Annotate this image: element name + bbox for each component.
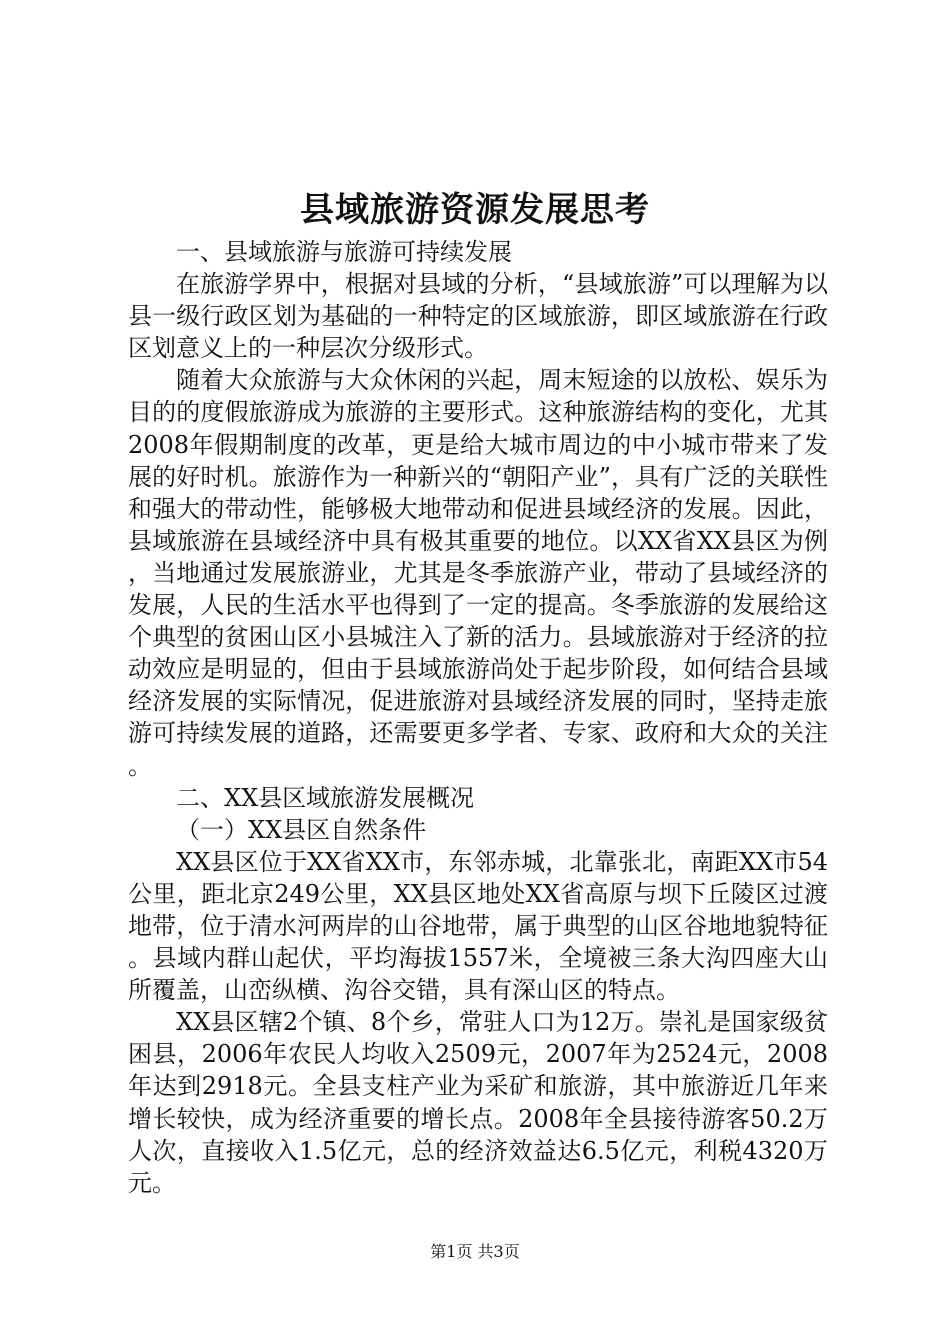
paragraph-economy: XX县区辖2个镇、8个乡，常驻人口为12万。崇礼是国家级贫困县，2006年农民人均收入2509元，2007年为2524元，2008年达到2918元。全县支柱产业为采矿和旅游，其中旅游近几年来增长较快，成为经济重要的增长点。2008年全县接待游客50.2万人次，直接收入1.5亿元，总的经济效益达6.5亿元，利税4320万元。 — [128, 1008, 828, 1197]
subsection-heading-1: （一）XX县区自然条件 — [176, 815, 427, 844]
document-title: 县域旅游资源发展思考 — [300, 190, 650, 230]
section-heading-1: 一、县域旅游与旅游可持续发展 — [176, 238, 512, 266]
paragraph-geography: XX县区位于XX省XX市，东邻赤城，北靠张北，南距XX市54公里，距北京249公里，XX县区地处XX省高原与坝下丘陵区过渡地带，位于清水河两岸的山谷地带，属于典型的山区谷地地貌特征。县域内群山起伏，平均海拔1557米，全境被三条大沟四座大山所覆盖，山峦纵横、沟谷交错，具有深山区的特点。 — [128, 847, 828, 1005]
paragraph-development: 随着大众旅游与大众休闲的兴起，周末短途的以放松、娱乐为目的的度假旅游成为旅游的主要形式。这种旅游结构的变化，尤其2008年假期制度的改革，更是给大城市周边的中小城市带来了发展的好时机。旅游作为一种新兴的“朝阳产业”，具有广泛的关联性和强大的带动性，能够极大地带动和促进县域经济的发展。因此，县域旅游在县域经济中具有极其重要的地位。以XX省XX县区为例，当地通过发展旅游业，尤其是冬季旅游产业，带动了县域经济的发展，人民的生活水平也得到了一定的提高。冬季旅游的发展给这个典型的贫困山区小县城注入了新的活力。县域旅游对于经济的拉动效应是明显的，但由于县域旅游尚处于起步阶段，如何结合县域经济发展的实际情况，促进旅游对县域经济发展的同时，坚持走旅游可持续发展的道路，还需要更多学者、专家、政府和大众的关注。 — [128, 366, 828, 780]
paragraph-definition: 在旅游学界中，根据对县域的分析，“县域旅游”可以理解为以县一级行政区划为基础的一种特定的区域旅游，即区域旅游在行政区划意义上的一种层次分级形式。 — [128, 270, 828, 363]
page-number-footer: 第1页 共3页 — [430, 1242, 520, 1261]
document-body — [128, 236, 828, 1199]
section-heading-2: 二、XX县区域旅游发展概况 — [176, 783, 475, 812]
